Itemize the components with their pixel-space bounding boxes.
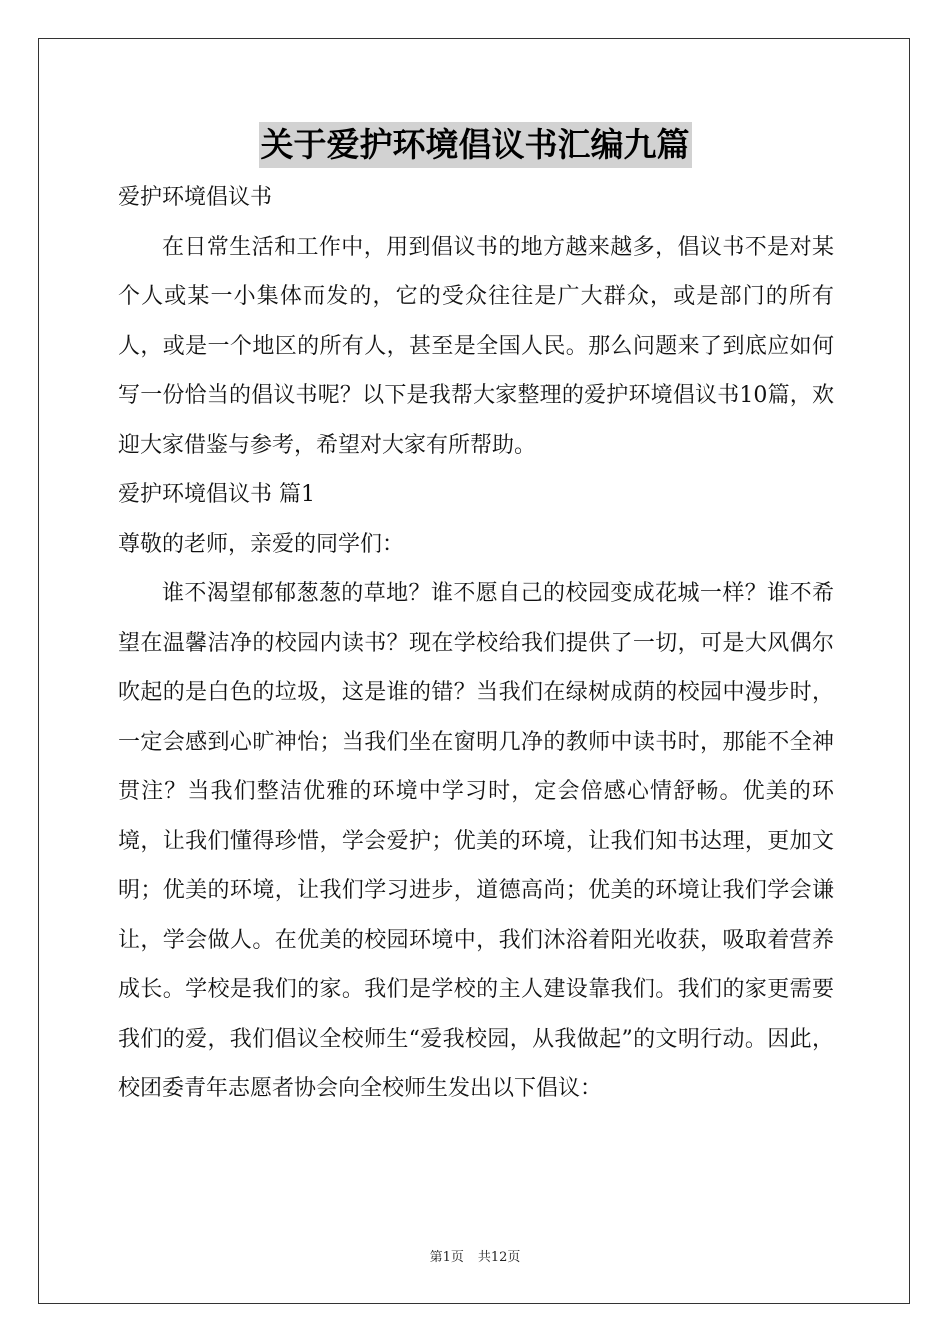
- document-title: 关于爱护环境倡议书汇编九篇: [259, 122, 692, 168]
- intro-paragraph: 在日常生活和工作中，用到倡议书的地方越来越多，倡议书不是对某个人或某一小集体而发的，它的受众往往是广大群众，或是部门的所有人，或是一个地区的所有人，甚至是全国人民。那么问题来了到底应如何写一份恰当的倡议书呢？以下是我帮大家整理的爱护环境倡议书10篇，欢迎大家借鉴与参考，希望对大家有所帮助。: [118, 234, 834, 458]
- page-number: 第1页: [429, 1250, 464, 1265]
- body-paragraph: 谁不渴望郁郁葱葱的草地？谁不愿自己的校园变成花城一样？谁不希望在温馨洁净的校园内读书？现在学校给我们提供了一切，可是大风偶尔吹起的是白色的垃圾，这是谁的错？当我们在绿树成荫的校园中漫步时，一定会感到心旷神怡；当我们坐在窗明几净的教师中读书时，那能不全神贯注？当我们整洁优雅的环境中学习时，定会倍感心情舒畅。优美的环境，让我们懂得珍惜，学会爱护；优美的环境，让我们知书达理，更加文明；优美的环境，让我们学习进步，道德高尚；优美的环境让我们学会谦让，学会做人。在优美的校园环境中，我们沐浴着阳光收获，吸取着营养成长。学校是我们的家。我们是学校的主人建设靠我们。我们的家更需要我们的爱，我们倡议全校师生“爱我校园，从我做起”的文明行动。因此，校团委青年志愿者协会向全校师生发出以下倡议：: [118, 581, 834, 1101]
- page-footer: [0, 1246, 950, 1265]
- chapter-heading: 爱护环境倡议书 篇1: [118, 482, 315, 507]
- document-body: [118, 173, 834, 1114]
- title-container: [0, 122, 950, 168]
- page-total: 共12页: [477, 1250, 521, 1265]
- section-heading: 爱护环境倡议书: [118, 185, 273, 210]
- salutation: 尊敬的老师，亲爱的同学们：: [118, 531, 405, 557]
